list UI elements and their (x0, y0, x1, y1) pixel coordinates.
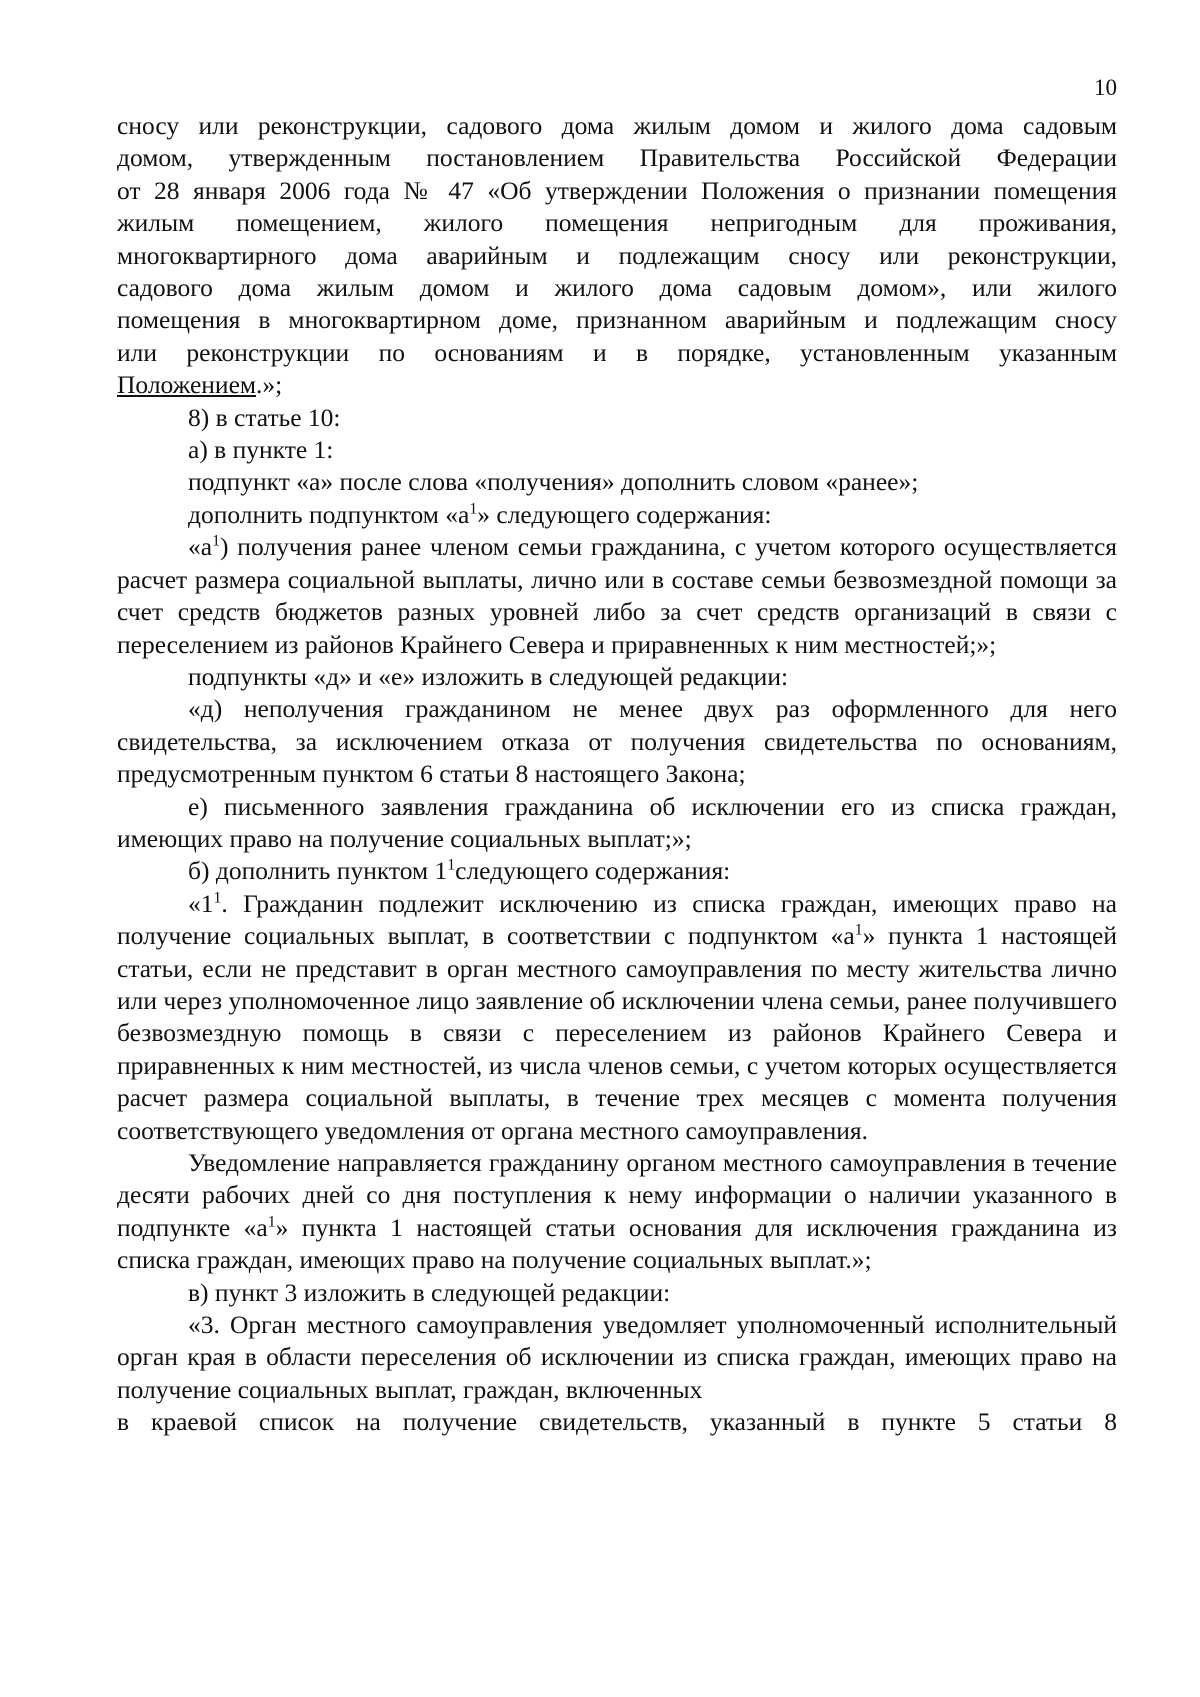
paragraph-d: «д) неполучения гражданином не менее двух раз оформленного для него свидетельства, за исключением отказа от получения свидетельства по основаниям, предусмотренным пунктом 6 статьи 8 настоящего Закона; (117, 694, 1117, 789)
paragraph-subpoint-a: подпункт «а» после слова «получения» дополнить словом «ранее»; (188, 467, 919, 497)
paragraph-b: б) дополнить пунктом $1^1следующего$ содержания: (188, 856, 731, 886)
text-line: садового дома жилым домом и жилого дома садовым домом», или жилого (117, 273, 1117, 303)
paragraph-8: 8) в статье 10: (188, 402, 341, 432)
text-line: сносу или реконструкции, садового дома жилым домом и жилого дома садовым (117, 111, 1117, 140)
paragraph-1-1: «$1^1$. Гражданин подлежит исключению из списка граждан, имеющих право на получение социальных выплат, в соответствии с подпунктом «$а^1$» пункта 1 настоящей статьи, если не представит в орган местного самоуправления по месту жительства лично или через уполномоченное лицо заявление об исключении члена семьи, ранее получившего безвозмездную помощь в связи с переселением из районов Крайнего Севера и приравненных к ним местностей, из числа членов семьи, с учетом которых осуществляется расчет размера социальной выплаты, в течение трех месяцев с момента получения соответствующего уведомления от органа местного самоуправления. (117, 888, 1117, 1145)
text-line: от 28 января 2006 года № 47 «Об утверждении Положения о признании помещения (117, 175, 1117, 205)
paragraph-e: е) письменного заявления гражданина об исключении его из списка граждан, имеющих право на получение социальных выплат;»; (117, 791, 1117, 853)
page-number: 10 (1094, 75, 1117, 100)
polozhenie-link[interactable]: Положением (117, 370, 257, 400)
continuation-paragraph (117, 110, 1117, 402)
paragraph-d-e-intro: подпункты «д» и «е» изложить в следующей редакции: (188, 661, 789, 691)
text-line: или реконструкции по основаниям и в порядке, установленным указанным (117, 337, 1117, 367)
paragraph-a: а) в пункте 1: (188, 435, 334, 465)
text-line: Положением.»; (117, 370, 283, 400)
paragraph-v: в) пункт 3 изложить в следующей редакции: (188, 1277, 671, 1307)
text-line: жилым помещением, жилого помещения непригодным для проживания, (117, 208, 1117, 238)
text-line: в краевой список на получение свидетельств, указанный в пункте 5 статьи 8 (117, 1407, 1117, 1437)
paragraph-add-a1: дополнить подпунктом «$а^1$» следующего содержания: (188, 499, 772, 529)
paragraph-a1: «$а^1$) получения ранее членом семьи гражданина, с учетом которого осуществляется расчет размера социальной выплаты, лично или в составе семьи безвозмездной помощи за счет средств бюджетов разных уровней либо за счет средств организаций в связи с переселением из районов Крайнего Севера и приравненных к ним местностей;»; (117, 532, 1117, 659)
paragraph-3: «3. Орган местного самоуправления уведомляет уполномоченный исполнительный орган края в области переселения об исключении из списка граждан, имеющих право на получение социальных выплат, граждан, включенных (117, 1310, 1117, 1404)
text-line: домом, утвержденным постановлением Правительства Российской Федерации (117, 143, 1117, 173)
paragraph-notice: Уведомление направляется гражданину органом местного самоуправления в течение десяти рабочих дней со дня поступления к нему информации о наличии указанного в подпункте «$а^1$» пункта 1 настоящей статьи основания для исключения гражданина из списка граждан, имеющих право на получение социальных выплат.»; (117, 1148, 1118, 1275)
document-body (117, 110, 1117, 1439)
text-line: помещения в многоквартирном доме, признанном аварийным и подлежащим сносу (117, 305, 1117, 335)
text-line: многоквартирного дома аварийным и подлежащим сносу или реконструкции, (117, 240, 1117, 270)
